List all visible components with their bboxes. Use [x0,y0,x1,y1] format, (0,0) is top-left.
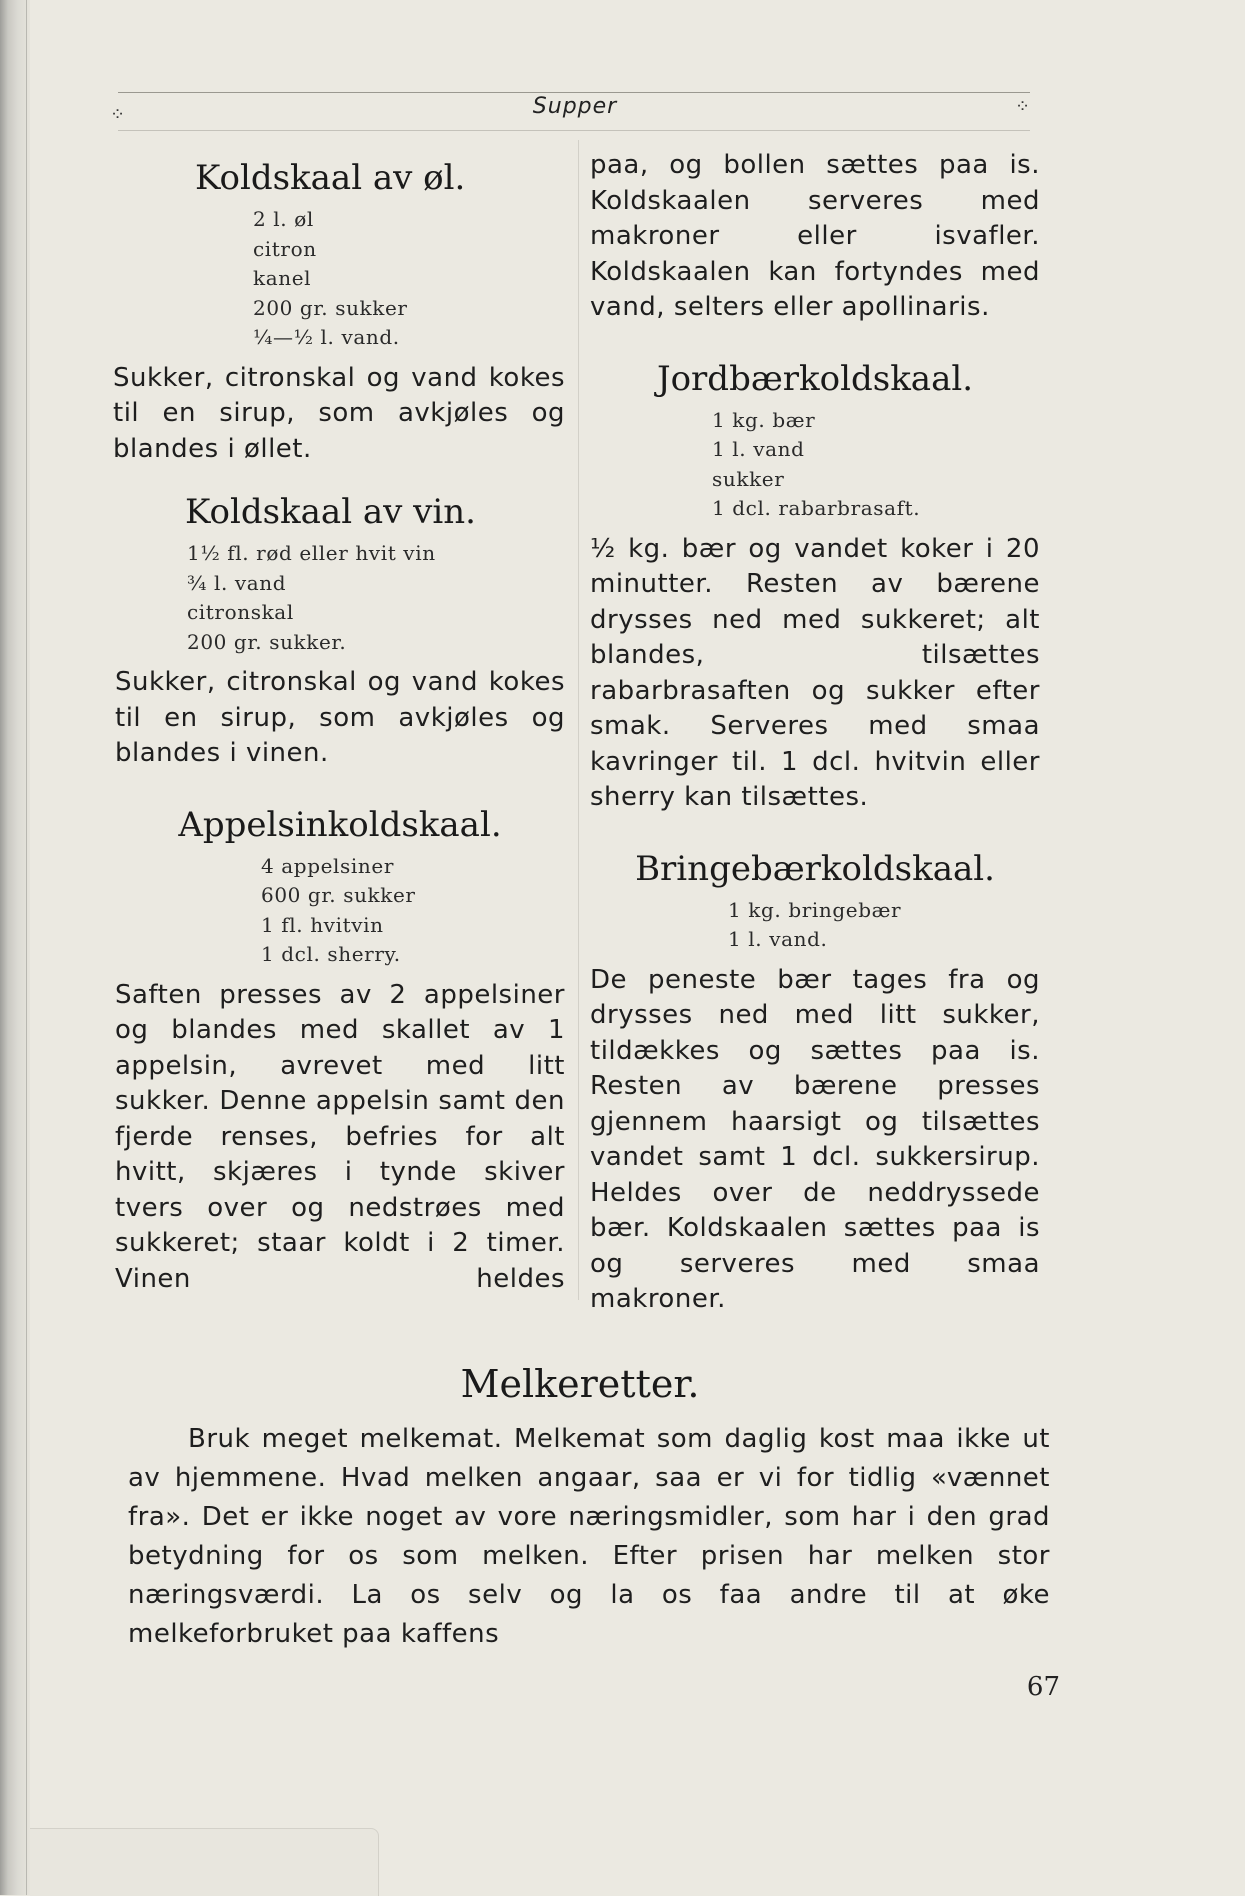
recipe-text: De peneste bær tages fra og drysses ned med litt sukker, tildækkes og sættes paa is. Resten av bærene presses gjennem haarsigt og tilsættes vandet samt 1 dcl. sukkersirup. Heldes over de neddryssede bær. Koldskaalen sættes paa is og serveres med smaa makroner. [590,964,1040,1314]
column-divider [578,140,579,1300]
continuation-text: paa, og bollen sættes paa is. Koldskaalen serveres med makroner eller isvafler. Koldskaalen kan fortyndes med vand, selters eller apollinaris. [590,150,1040,322]
recipe-text: Sukker, citronskal og vand kokes til en sirup, som avkjøles og blandes i vinen. [115,667,565,768]
ingredient: citron [253,236,317,261]
ingredient-list [590,406,1040,524]
ingredient: 1 kg. bær [712,407,816,432]
recipe-text: Sukker, citronskal og vand kokes til en sirup, som avkjøles og blandes i øllet. [113,362,565,464]
header-rule-top [118,92,1030,93]
recipe-title: Appelsinkoldskaal. [178,804,502,845]
ingredient: ¼—½ l. vand. [253,325,400,349]
ingredient: 200 gr. sukker. [187,629,347,654]
recipe-title: Bringebærkoldskaal. [635,848,995,889]
recipe-title: Koldskaal av øl. [195,158,466,198]
page-number: 67 [1026,1672,1060,1702]
recipe-text: ½ kg. bær og vandet koker i 20 minutter. Resten av bærene drysses ned med sukkeret; alt blandes, tilsættes rabarbrasaften og sukker efter smak. Serveres med smaa kavringer til. 1 dcl. hvitvin eller sherry kan tilsættes. [590,533,1040,812]
ingredient-list [115,539,565,657]
ingredient: ¾ l. vand [187,570,287,595]
ingredient: 4 appelsiner [261,853,394,878]
page-tab [30,1828,379,1896]
ingredient: 200 gr. sukker [253,295,408,320]
header-ornament-left-icon: ⁘ [110,104,126,125]
ingredient: 1 dcl. sherry. [261,942,401,966]
recipe-appelsinkoldskaal [115,802,565,1298]
section-title: Melkeretter. [460,1362,700,1406]
section-text: Bruk meget melkemat. Melkemat som daglig kost maa ikke ut av hjemmene. Hvad melken angaar, saa er vi for tidlig «vænnet fra». Det er ikke noget av vore næringsmidler, som har i den grad betydning for os som melken. Efter prisen har melken stor næringsværdi. La os selv og la os faa andre til at øke melkeforbruket paa kaffens [128,1424,1050,1649]
left-column [115,155,565,1297]
ingredient: 1 dcl. rabarbrasaft. [712,496,921,520]
ingredient: sukker [712,466,785,491]
ingredient: 1 kg. bringebær [728,897,902,922]
recipe-jordbaerkoldskaal [590,356,1040,816]
right-column [590,148,1040,1318]
header-rule-bottom [118,130,1030,131]
ingredient: 2 l. øl [253,207,314,231]
recipe-text: Saften presses av 2 appelsiner og blandes med skallet av 1 appelsin, avrevet med litt sukker. Denne appelsin samt den fjerde renses, befries for alt hvitt, skjæres i tynde skiver tvers over og nedstrøes med sukkeret; staar koldt i 2 timer. Vinen heldes [115,979,565,1294]
ingredient-list [590,896,1040,955]
ingredient-list [115,205,565,353]
ingredient: 600 gr. sukker [261,883,416,907]
recipe-title: Koldskaal av vin. [185,492,476,532]
ingredient-list [115,852,565,970]
ingredient: kanel [253,266,312,290]
ingredient: citronskal [187,600,294,624]
binding-line [26,0,27,1895]
ingredient: 1½ fl. rød eller hvit vin [187,541,436,565]
ingredient: 1 l. vand. [728,927,828,951]
recipe-koldskaal-ol [115,155,565,467]
ingredient: 1 l. vand [712,437,805,461]
header-ornament-right-icon: ⁘ [1015,96,1031,117]
ingredient: 1 fl. hvitvin [261,912,384,937]
running-header-title: Supper [532,94,618,119]
recipe-title: Jordbærkoldskaal. [656,358,974,399]
recipe-koldskaal-vin [115,489,565,772]
recipe-bringebaerkoldskaal [590,846,1040,1318]
